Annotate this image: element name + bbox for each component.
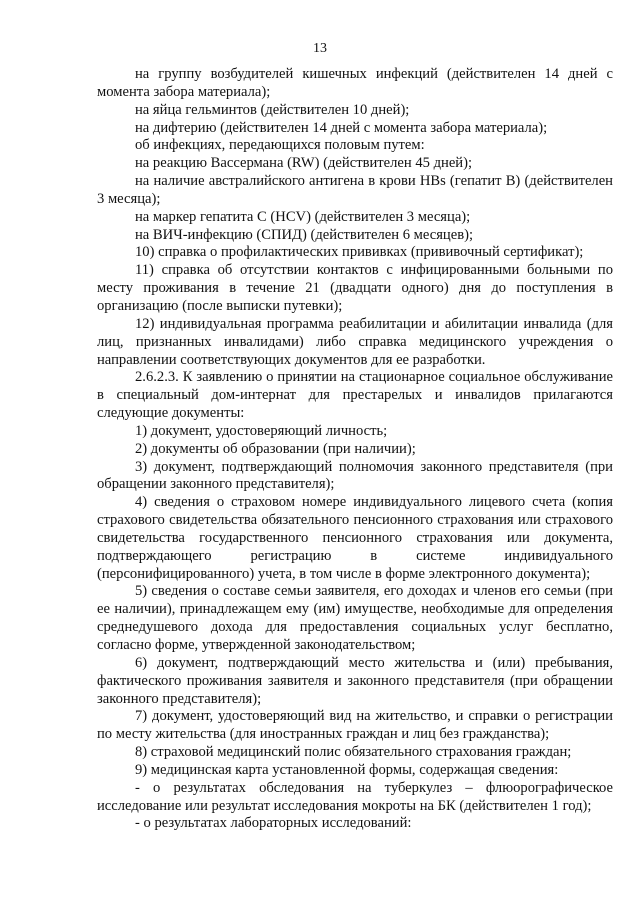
paragraph-section-2-6-2-3: 2.6.2.3. К заявлению о принятии на стационарное социальное обслуживание в специальный дом-интернат для престарелых и инвалидов прилагаются следующие документы: bbox=[97, 369, 613, 422]
paragraph-item-10: 10) справка о профилактических прививках (прививочный сертификат); bbox=[135, 244, 584, 261]
paragraph-helminth-eggs: на яйца гельминтов (действителен 10 дней); bbox=[135, 101, 410, 118]
document-body bbox=[97, 66, 613, 833]
paragraph-sexual-infections: об инфекциях, передающихся половым путем: bbox=[135, 137, 425, 154]
paragraph-item-9: 9) медицинская карта установленной формы, содержащая сведения: bbox=[135, 761, 559, 778]
paragraph-tuberculosis: - о результатах обследования на туберкулез – флюорографическое исследование или результат исследования мокроты на БК (действителен 1 год); bbox=[97, 779, 613, 814]
paragraph-diphtheria: на дифтерию (действителен 14 дней с момента забора материала); bbox=[135, 119, 548, 136]
paragraph-item-1: 1) документ, удостоверяющий личность; bbox=[135, 422, 388, 439]
page-number: 13 bbox=[313, 41, 327, 56]
paragraph-hbs-antigen: на наличие австралийского антигена в крови HBs (гепатит В) (действителен 3 месяца); bbox=[97, 173, 613, 207]
paragraph-item-2: 2) документы об образовании (при наличии); bbox=[135, 440, 416, 457]
paragraph-intestinal-infections: на группу возбудителей кишечных инфекций (действителен 14 дней с момента забора материала); bbox=[97, 66, 613, 100]
paragraph-item-11: 11) справка об отсутствии контактов с инфицированными больными по месту проживания в течение 21 (двадцати одного) дня до поступления в организацию (после выписки путевки); bbox=[97, 262, 613, 314]
paragraph-item-6: 6) документ, подтверждающий место жительства и (или) пребывания, фактического проживания заявителя и законного представителя (при обращении законного представителя); bbox=[97, 654, 613, 707]
paragraph-hcv-marker: на маркер гепатита С (HCV) (действителен 3 месяца); bbox=[135, 208, 471, 225]
paragraph-item-3: 3) документ, подтверждающий полномочия законного представителя (при обращении законного представителя); bbox=[97, 458, 613, 493]
paragraph-lab-results: - о результатах лабораторных исследований: bbox=[135, 815, 412, 832]
paragraph-item-5: 5) сведения о составе семьи заявителя, его доходах и членов его семьи (при ее наличии), принадлежащем ему (им) имуществе, необходимые для определения среднедушевого дохода для предоставления социальных услуг бесплатно, согласно форме, утвержденной законодательством; bbox=[97, 583, 613, 653]
paragraph-hiv: на ВИЧ-инфекцию (СПИД) (действителен 6 месяцев); bbox=[135, 226, 474, 243]
paragraph-item-12: 12) индивидуальная программа реабилитации и абилитации инвалида (для лиц, признанных инвалидами) либо справка медицинского учреждения о направлении соответствующих документов для ее разработки. bbox=[97, 315, 613, 368]
paragraph-item-7: 7) документ, удостоверяющий вид на жительство, и справки о регистрации по месту жительства (для иностранных граждан и лиц без гражданства); bbox=[97, 708, 613, 743]
paragraph-item-8: 8) страховой медицинский полис обязательного страхования граждан; bbox=[135, 744, 572, 761]
paragraph-item-4: 4) сведения о страховом номере индивидуального лицевого счета (копия страхового свидетельства обязательного пенсионного страхования или страхового свидетельства государственного пенсионного страхования или документа, подтверждающего регистрацию в системе индивидуального (персонифицированного) учета, в том числе в форме электронного документа); bbox=[97, 494, 613, 582]
paragraph-wassermann: на реакцию Вассермана (RW) (действителен 45 дней); bbox=[135, 155, 473, 172]
